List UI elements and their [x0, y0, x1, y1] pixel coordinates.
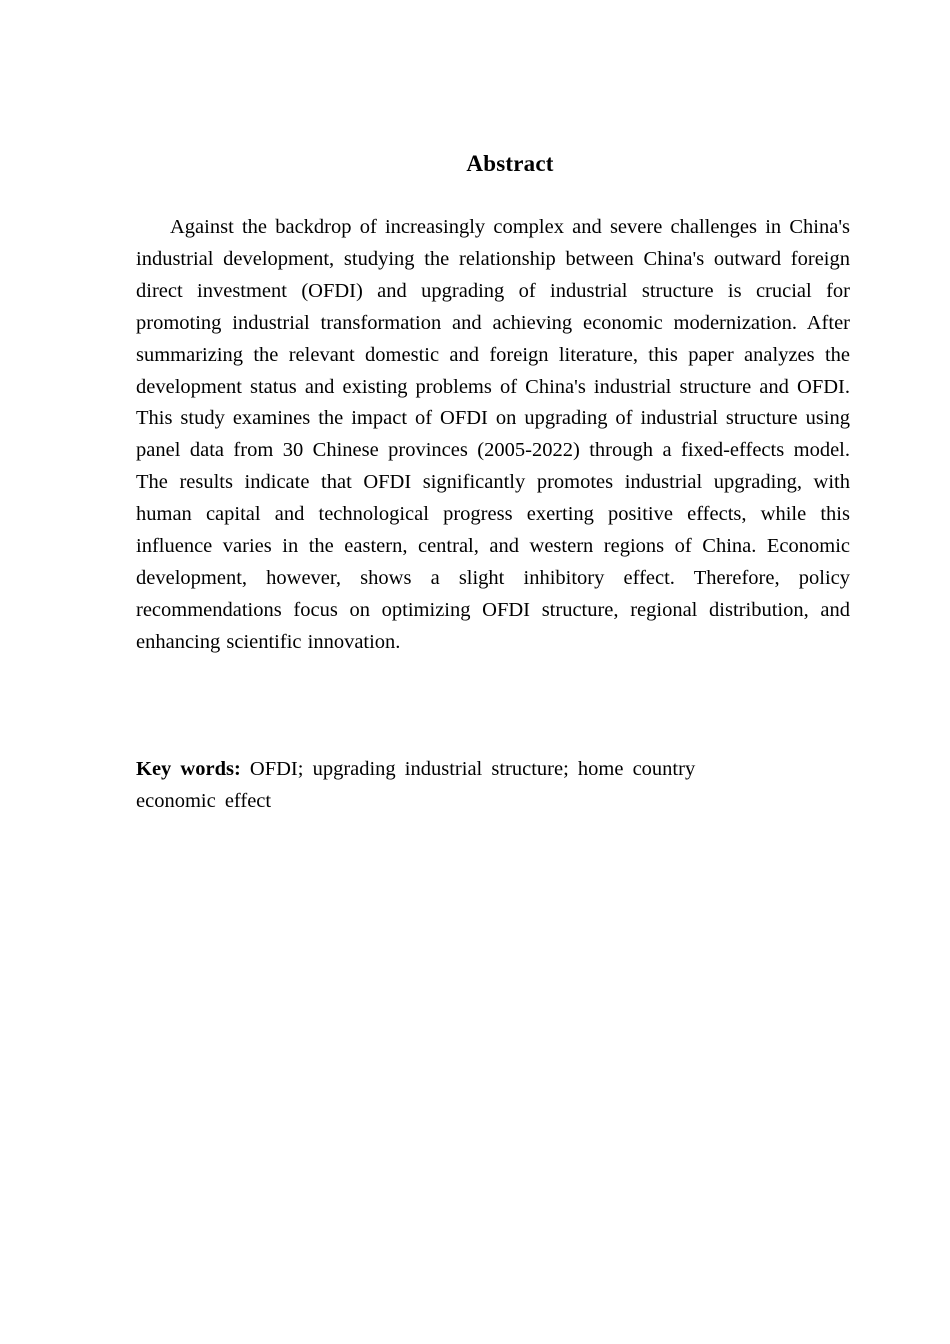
keywords-text: OFDI; upgrading industrial structure; home country economic effect	[136, 758, 696, 812]
abstract-paragraph: Against the backdrop of increasingly complex and severe challenges in China's industrial development, studying the relationship between China's outward foreign direct investment (OFDI) and upgrading of industrial structure is crucial for promoting industrial transformation and achieving economic modernization. After summarizing the relevant domestic and foreign literature, this paper analyzes the development status and existing problems of China's industrial structure and OFDI. This study examines the impact of OFDI on upgrading of industrial structure using panel data from 30 Chinese provinces (2005-2022) through a fixed-effects model. The results indicate that OFDI significantly promotes industrial upgrading, with human capital and technological progress exerting positive effects, while this influence varies in the eastern, central, and western regions of China. Economic development, however, shows a slight inhibitory effect. Therefore, policy recommendations focus on optimizing OFDI structure, regional distribution, and enhancing scientific innovation.	[136, 216, 850, 653]
abstract-heading: Abstract	[466, 151, 554, 176]
keywords-label: Key words:	[136, 758, 241, 780]
keywords-line	[136, 754, 776, 818]
